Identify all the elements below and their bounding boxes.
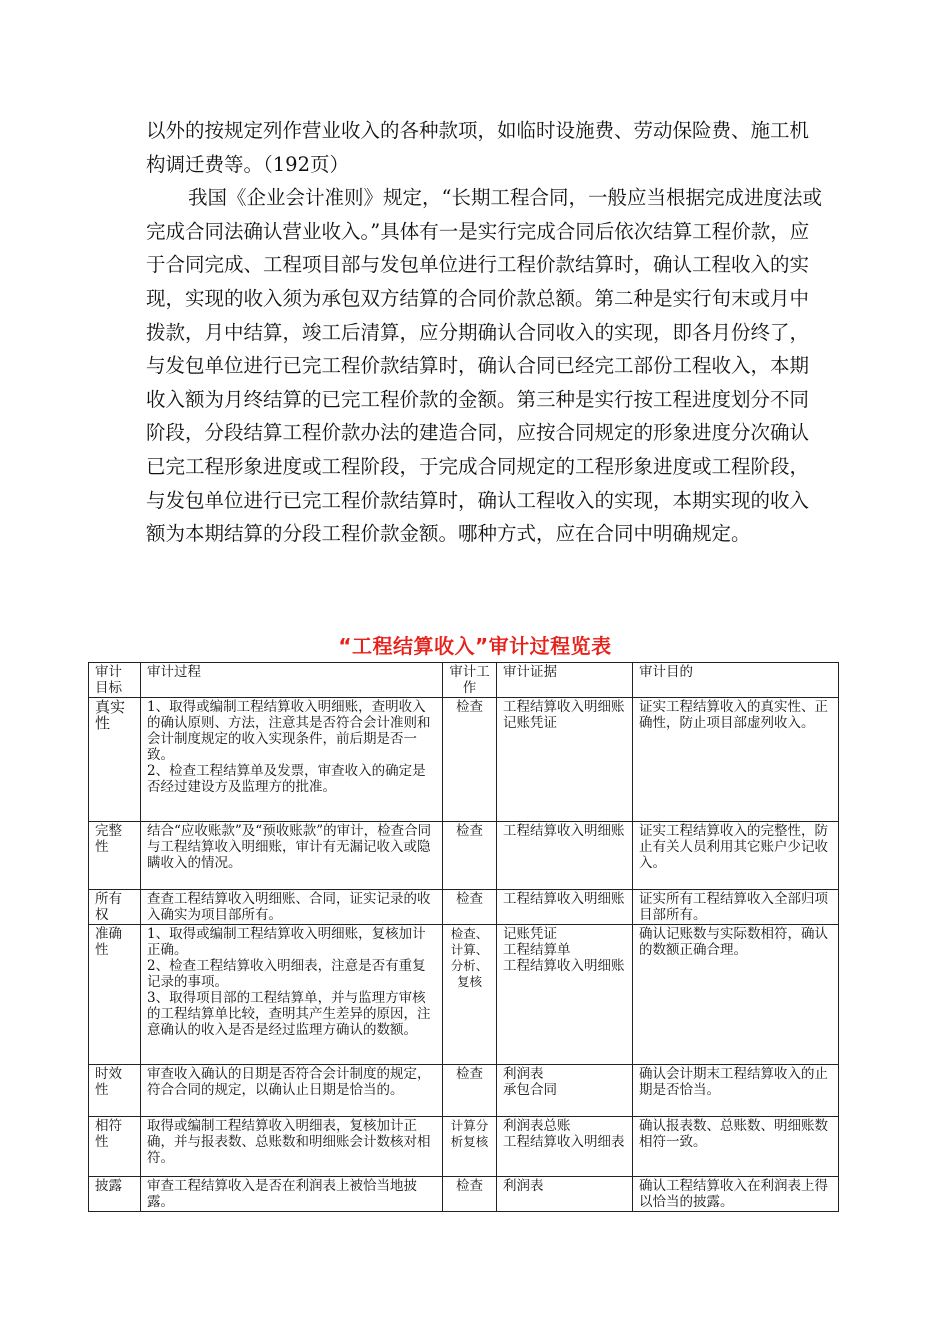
- row-evidence: 工程结算收入明细账: [497, 890, 633, 925]
- row-goal: 准确性: [89, 925, 141, 1065]
- row-process: 取得或编制工程结算收入明细表，复核加计正确，并与报表数、总账数和明细账会计数核对相符。: [141, 1117, 443, 1177]
- row-process: 审查工程结算收入是否在利润表上被恰当地披露。: [141, 1177, 443, 1212]
- table-title: “工程结算收入”审计过程览表: [338, 634, 612, 658]
- row-evidence: 记账凭证 工程结算单 工程结算收入明细账: [497, 925, 633, 1065]
- row-process: 1、取得或编制工程结算收入明细账，复核加计正确。 2、检查工程结算收入明细表，注意是否有重复记录的事项。 3、取得项目部的工程结算单，并与监理方审核的工程结算单比较，查明其产生差异的原因，注意确认的收入是否是经过监理方确认的数额。: [141, 925, 443, 1065]
- row-purpose: 确认记账数与实际数相符，确认的数额正确合理。: [633, 925, 839, 1065]
- row-evidence: 利润表 承包合同: [497, 1065, 633, 1117]
- table-row: [89, 698, 839, 822]
- paragraph-1: 以外的按规定列作营业收入的各种款项，如临时设施费、劳动保险费、施工机构调迁费等。（192页）: [146, 119, 810, 176]
- row-purpose: 证实工程结算收入的完整性，防止有关人员利用其它账户少记收入。: [633, 822, 839, 890]
- row-process: 1、取得或编制工程结算收入明细账，查明收入的确认原则、方法，注意其是否符合会计准则和会计制度规定的收入实现条件，前后期是否一致。 2、检查工程结算单及发票，审查收入的确定是否经过建设方及监理方的批准。: [141, 698, 443, 822]
- table-row: [89, 822, 839, 890]
- row-goal: 相符性: [89, 1117, 141, 1177]
- row-purpose: 证实所有工程结算收入全部归项目部所有。: [633, 890, 839, 925]
- row-process: 查查工程结算收入明细账、合同，证实记录的收入确实为项目部所有。: [141, 890, 443, 925]
- row-work: 检查: [443, 698, 497, 822]
- row-work: 检查: [443, 890, 497, 925]
- header-purpose: 审计目的: [633, 663, 839, 698]
- table-row: [89, 925, 839, 1065]
- header-work: 审计工作: [443, 663, 497, 698]
- paragraph-2: 我国《企业会计准则》规定，“长期工程合同，一般应当根据完成进度法或完成合同法确认营业收入。”具体有一是实行完成合同后依次结算工程价款，应于合同完成、工程项目部与发包单位进行工程价款结算时，确认工程收入的实现，实现的收入须为承包双方结算的合同价款总额。第二种是实行旬末或月中拨款，月中结算，竣工后清算，应分期确认合同收入的实现，即各月份终了，与发包单位进行已完工程价款结算时，确认合同已经完工部份工程收入，本期收入额为月终结算的已完工程价款的金额。第三种是实行按工程进度划分不同阶段，分段结算工程价款办法的建造合同，应按合同规定的形象进度分次确认已完工程形象进度或工程阶段，于完成合同规定的工程形象进度或工程阶段，与发包单位进行已完工程价款结算时，确认工程收入的实现，本期实现的收入额为本期结算的分段工程价款金额。哪种方式，应在合同中明确规定。: [146, 186, 822, 546]
- row-evidence: 工程结算收入明细账: [497, 822, 633, 890]
- row-evidence: 工程结算收入明细账 记账凭证: [497, 698, 633, 822]
- row-purpose: 确认工程结算收入在利润表上得以恰当的披露。: [633, 1177, 839, 1212]
- row-goal: 时效性: [89, 1065, 141, 1117]
- row-evidence: 利润表: [497, 1177, 633, 1212]
- row-process: 审查收入确认的日期是否符合会计制度的规定，符合合同的规定，以确认止日期是恰当的。: [141, 1065, 443, 1117]
- table-header-row: [89, 663, 839, 698]
- audit-process-table: [88, 662, 839, 1212]
- row-work: 计算分析复核: [443, 1117, 497, 1177]
- table-row: [89, 890, 839, 925]
- table-row: [89, 1117, 839, 1177]
- row-purpose: 确认报表数、总账数、明细账数相符一致。: [633, 1117, 839, 1177]
- row-work: 检查: [443, 1177, 497, 1212]
- header-goal: 审计目标: [89, 663, 141, 698]
- row-purpose: 证实工程结算收入的真实性、正确性，防止项目部虚列收入。: [633, 698, 839, 822]
- table-row: [89, 1065, 839, 1117]
- row-goal: 完整性: [89, 822, 141, 890]
- row-work: 检查: [443, 1065, 497, 1117]
- row-goal: 披露: [89, 1177, 141, 1212]
- row-purpose: 确认会计期末工程结算收入的止期是否恰当。: [633, 1065, 839, 1117]
- row-work: 检查: [443, 822, 497, 890]
- row-goal: 所有权: [89, 890, 141, 925]
- body-text: [146, 114, 822, 551]
- row-goal: 真实性: [89, 698, 141, 822]
- header-evidence: 审计证据: [497, 663, 633, 698]
- row-work: 检查、计算、分析、复核: [443, 925, 497, 1065]
- table-row: [89, 1177, 839, 1212]
- row-process: 结合“应收账款”及“预收账款”的审计，检查合同与工程结算收入明细账，审计有无漏记收入或隐瞒收入的情况。: [141, 822, 443, 890]
- row-evidence: 利润表总账 工程结算收入明细表: [497, 1117, 633, 1177]
- header-process: 审计过程: [141, 663, 443, 698]
